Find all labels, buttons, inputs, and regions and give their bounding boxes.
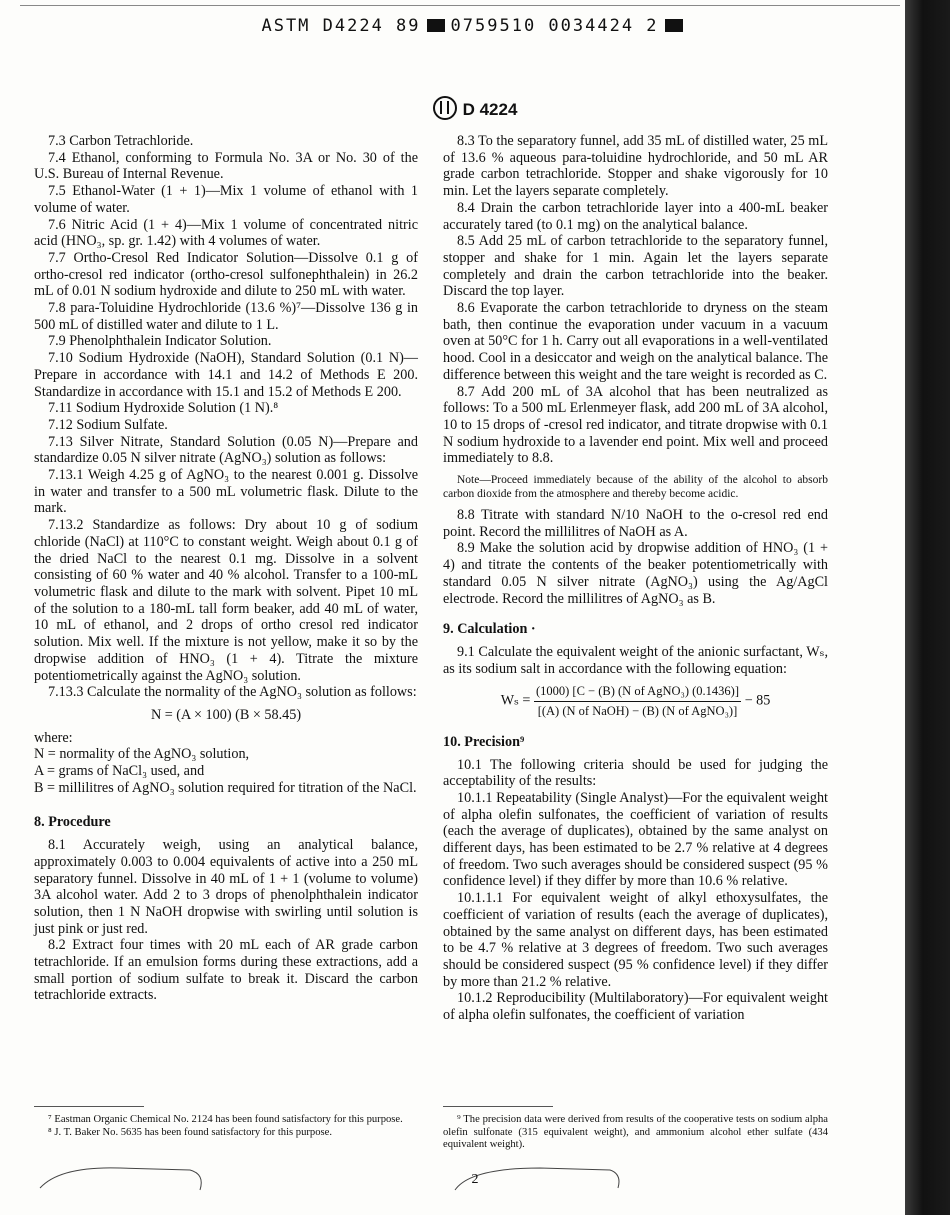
footnote-9: ⁹ The precision data were derived from results of the cooperative tests on sodium alpha olefin sulfonate (315 equivalent weight), and ammonium alcohol ether sulfate (434 equivalent weight).: [443, 1114, 828, 1151]
para-8-8: 8.8 Titrate with standard N/10 NaOH to the o-cresol red end point. Record the millilitres of NaOH as A.: [443, 507, 828, 540]
header-code-b: 0759510 0034424 2: [450, 16, 659, 36]
note-8-7: Note—Proceed immediately because of the ability of the alcohol to absorb carbon dioxide from the atmosphere and thereby become acidic.: [443, 474, 828, 501]
footnotes-right: [443, 1114, 828, 1152]
para-7-6: 7.6 Nitric Acid (1 + 4)—Mix 1 volume of concentrated nitric acid (HNO₃, sp. gr. 1.42) with 4 volumes of water.: [34, 216, 418, 250]
para-7-10: 7.10 Sodium Hydroxide (NaOH), Standard Solution (0.1 N)—Prepare in accordance with 14.1 and 14.2 of Methods E 200. Standardize in accordance with 15.1 and 15.2 of Methods E 200.: [34, 350, 418, 400]
ws-denominator: [(A) (N of NaOH) − (B) (N of AgNO₃)]: [537, 704, 738, 719]
para-8-1: 8.1 Accurately weigh, using an analytical balance, approximately 0.003 to 0.004 equivalents of active into a 250 mL separatory funnel. Dissolve in 40 mL of 1 + 1 (volume to volume) 3A alcohol water. Add 2 to 3 drops of phenolphthalein indicator solution, then 1 N NaOH dropwise with swirling until solution is just pink or just red.: [34, 837, 418, 937]
para-7-3: 7.3 Carbon Tetrachloride.: [48, 133, 194, 149]
black-block-icon: [427, 19, 445, 32]
para-7-9: 7.9 Phenolphthalein Indicator Solution.: [48, 333, 272, 350]
scan-edge: [905, 0, 950, 1215]
para-10-1-1-1: 10.1.1.1 For equivalent weight of alkyl ethoxysulfates, the coefficient of variation of results (each the average of duplicates), obtained by the same analyst on different days, has been estimated to be 4.7 % relative at 3 degrees of freedom. Two such averages should be considered suspect (95 % confidence level) if they differ by more than 21.2 % relative.: [443, 890, 828, 990]
normality-equation: N = (A × 100) (B × 58.45): [150, 706, 302, 723]
para-10-1: 10.1 The following criteria should be used for judging the acceptability of the results:: [443, 756, 828, 790]
para-10-1-1: 10.1.1 Repeatability (Single Analyst)—For the equivalent weight of alpha olefin sulfonates, the coefficient of variation of results (each the average of duplicates), obtained by the same analyst on different days, has been estimated to be 2.7 % relative at 4 degrees of freedom. Two such averages should be considered suspect (95 % confidence level) if they differ by more than 10.6 % relative.: [443, 789, 828, 890]
designation-text: D 4224: [462, 100, 518, 119]
para-8-2: 8.2 Extract four times with 20 mL each of AR grade carbon tetrachloride. If an emulsion forms during these extractions, add a small portion of sodium sulfate to break it. Discard the carbon tetrachloride extracts.: [34, 937, 418, 1004]
footnotes-left: [34, 1114, 418, 1139]
para-8-3: 8.3 To the separatory funnel, add 35 mL of distilled water, 25 mL of 13.6 % aqueous para-toluidine hydrochloride, and 50 mL AR grade carbon tetrachloride. Stopper and shake vigorously for 10 min. Let the layers separate completely.: [443, 133, 828, 200]
astm-logo-icon: [433, 96, 457, 120]
para-8-5: 8.5 Add 25 mL of carbon tetrachloride to the separatory funnel, stopper and shake for 1 min. Again let the layers separate completely and drain the carbon tetrachloride into the beaker. Discard the top layer.: [443, 233, 828, 300]
para-7-4: 7.4 Ethanol, conforming to Formula No. 3A or No. 30 of the U.S. Bureau of Internal Revenue.: [34, 149, 418, 183]
ws-fraction: [534, 683, 741, 719]
ws-equation-tail: − 85: [744, 692, 771, 709]
footnote-rule-left: [34, 1106, 144, 1107]
para-7-5: 7.5 Ethanol-Water (1 + 1)—Mix 1 volume of ethanol with 1 volume of water.: [34, 183, 418, 216]
ws-numerator: (1000) [C − (B) (N of AgNO₃) (0.1436)]: [534, 683, 741, 702]
para-7-12: 7.12 Sodium Sulfate.: [48, 416, 168, 433]
para-8-9: 8.9 Make the solution acid by dropwise addition of HNO₃ (1 + 4) and titrate the contents of the beaker potentiometrically with standard 0.05 N silver nitrate (AgNO₃) using the Ag/AgCl electrode. Record the millilitres of AgNO₃ as B.: [443, 540, 828, 607]
where-label: where:: [34, 729, 73, 746]
para-9-1: 9.1 Calculate the equivalent weight of the anionic surfactant, Wₛ, as its sodium salt in accordance with the following equation:: [443, 643, 828, 677]
para-7-7: 7.7 Ortho-Cresol Red Indicator Solution—Dissolve 0.1 g of ortho-cresol red indicator (ortho-cresol sulfonephthalein) in 26.2 mL of 0.01 N sodium hydroxide and dilute to 250 mL with water.: [34, 249, 418, 300]
definition-n: N = normality of the AgNO₃ solution,: [34, 746, 250, 763]
para-8-6: 8.6 Evaporate the carbon tetrachloride to dryness on the steam bath, then continue the evaporation under vacuum in a vacuum oven at 50°C for 1 h. Carry out all evaporations in a well-ventilated hood. Cool in a desiccator and weigh on the analytical balance. The difference between this weight and the tare weight is recorded as C.: [443, 300, 828, 383]
right-column: [443, 133, 828, 1024]
definition-b: B = millilitres of AgNO₃ solution required for titration of the NaCl.: [34, 779, 417, 796]
section-9-heading: 9. Calculation ·: [443, 621, 536, 638]
page-number: 2: [471, 1172, 479, 1187]
para-7-11: 7.11 Sodium Hydroxide Solution (1 N).⁸: [48, 400, 279, 417]
ws-equation: [443, 683, 828, 719]
designation: [0, 96, 950, 120]
section-10-heading: 10. Precision⁹: [443, 733, 525, 750]
para-7-13-3: 7.13.3 Calculate the normality of the AgNO₃ solution as follows:: [48, 684, 417, 701]
para-10-1-2: 10.1.2 Reproducibility (Multilaboratory)—For equivalent weight of alpha olefin sulfonates, the coefficient of variation: [443, 990, 828, 1024]
para-7-13-1: 7.13.1 Weigh 4.25 g of AgNO₃ to the nearest 0.001 g. Dissolve in water and transfer to a 500 mL volumetric flask. Dilute to the mark.: [34, 467, 418, 517]
para-8-7: 8.7 Add 200 mL of 3A alcohol that has been neutralized as follows: To a 500 mL Erlenmeyer flask, add 200 mL of 3A alcohol, 10 to 15 drops of -cresol red indicator, and titrate dropwise with 0.1 N sodium hydroxide to a lavender end point. Mix well and proceed immediately to 8.8.: [443, 383, 828, 467]
para-7-13: 7.13 Silver Nitrate, Standard Solution (0.05 N)—Prepare and standardize 0.05 N silver nitrate (AgNO₃) solution as follows:: [34, 433, 418, 467]
para-7-8: 7.8 para-Toluidine Hydrochloride (13.6 %)⁷—Dissolve 136 g in 500 mL of distilled water and dilute to 1 L.: [34, 300, 418, 333]
black-block-icon: [665, 19, 683, 32]
header-code-a: ASTM D4224 89: [261, 16, 421, 36]
left-column: [34, 133, 418, 1004]
footnote-rule-right: [443, 1106, 553, 1107]
footnote-7: ⁷ Eastman Organic Chemical No. 2124 has been found satisfactory for this purpose.: [48, 1114, 403, 1125]
para-8-4: 8.4 Drain the carbon tetrachloride layer into a 400-mL beaker accurately tared (to 0.1 mg) on the analytical balance.: [443, 199, 828, 233]
para-7-13-2: 7.13.2 Standardize as follows: Dry about 10 g of sodium chloride (NaCl) at 110°C to constant weight. Weigh about 0.1 g of the dried NaCl to the nearest 0.1 mg. Dissolve in a solvent consisting of 60 % water and 40 % alcohol. Transfer to a 100-mL volumetric flask and dilute to the mark with solvent. Pipet 10 mL of the solution to a 180-mL tall form beaker, add 40 mL of water, 10 mL of ethanol, and 2 drops of ortho cresol red indicator solution. Mix well. If the mixture is not yellow, make it so by the dropwise addition of HNO₃ (1 + 4). Titrate the mixture potentiometrically against the AgNO₃ solution.: [34, 517, 418, 684]
top-rule: [20, 5, 900, 6]
footnote-8: ⁸ J. T. Baker No. 5635 has been found satisfactory for this purpose.: [48, 1126, 332, 1138]
ws-equation-lhs: Wₛ =: [500, 692, 531, 709]
header-code: [0, 16, 950, 36]
section-8-heading: 8. Procedure: [34, 814, 111, 831]
definition-a: A = grams of NaCl₃ used, and: [34, 763, 205, 780]
